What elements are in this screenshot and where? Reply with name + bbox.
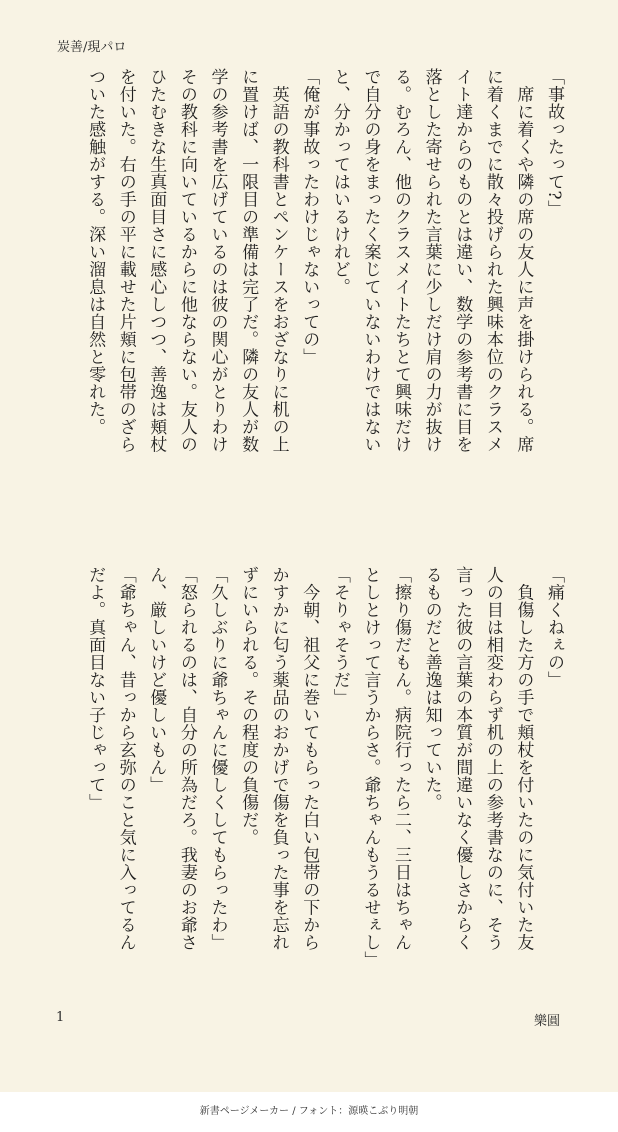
text-line: 「怒られるのは、自分の所為だろ。我妻のお爺さ: [176, 566, 197, 951]
text-line: だよ。真面目ない子じゃって」: [85, 566, 106, 811]
text-line: ひたむきな生真面目さに感心しつつ、善逸は頬杖: [146, 68, 167, 453]
text-line: 「久しぶりに爺ちゃんに優しくしてもらったわ」: [207, 566, 228, 951]
text-line: る。むろん、他のクラスメイトたちとて興味だけ: [391, 68, 412, 453]
text-line: 「事故ったって?」: [544, 68, 564, 218]
text-line: 言った彼の言葉の本質が間違いなく優しさからく: [452, 566, 473, 951]
text-block-lower: [82, 566, 567, 1006]
text-line: 人の目は相変わらず机の上の参考書なのに、そう: [482, 566, 503, 951]
text-line: で自分の身をまったく案じていないわけではない: [360, 68, 381, 453]
text-line: 席に着くや隣の席の友人に声を掛けられる。席: [513, 68, 534, 453]
footer-credit: 新書ページメーカー / フォント：源暎こぶり明朝: [0, 1092, 618, 1132]
text-line: イト達からのものとは違い、数学の参考書に目を: [452, 68, 473, 453]
text-line: るものだと善逸は知っていた。: [421, 566, 442, 811]
text-line: を付いた。右の手の平に載せた片頬に包帯のざら: [115, 68, 136, 453]
text-line: 落とした寄せられた言葉に少しだけ肩の力が抜け: [421, 68, 442, 453]
text-line: 「爺ちゃん、昔っから玄弥のこと気に入ってるん: [115, 566, 136, 951]
text-line: 学の参考書を広げているのは彼の関心がとりわけ: [207, 68, 228, 453]
text-line: 「擦り傷だもん。病院行ったら二、三日はちゃん: [391, 566, 412, 951]
running-header: 炭善/現パロ: [57, 40, 127, 55]
text-block-upper: [82, 68, 567, 508]
page-number: 1: [56, 1010, 65, 1025]
text-line: 英語の教科書とペンケースをおざなりに机の上: [268, 68, 289, 453]
text-line: と、分かってはいるけれど。: [329, 68, 350, 296]
text-line: ずにいられる。その程度の負傷だ。: [238, 566, 259, 846]
text-line: 「痛くねぇの」: [544, 566, 564, 689]
text-line: 「そりゃそうだ」: [329, 566, 350, 706]
text-line: ん、厳しいけど優しいもん」: [146, 566, 167, 794]
publisher-label: 樂圓: [533, 1014, 560, 1029]
text-line: ついた感触がする。深い溜息は自然と零れた。: [85, 68, 106, 436]
text-line: に着くまでに散々投げられた興味本位のクラスメ: [482, 68, 503, 453]
text-line: としとけって言うからさ。爺ちゃんもうるせぇし」: [360, 566, 381, 969]
text-line: 今朝、祖父に巻いてもらった白い包帯の下から: [299, 566, 320, 951]
text-line: その教科に向いているからに他ならない。友人の: [176, 68, 197, 453]
text-line: 負傷した方の手で頬杖を付いたのに気付いた友: [513, 566, 534, 951]
text-line: 「俺が事故ったわけじゃないっての」: [299, 68, 320, 366]
text-line: かすかに匂う薬品のおかげで傷を負った事を忘れ: [268, 566, 289, 951]
text-line: に置けば、一限目の準備は完了だ。隣の友人が数: [238, 68, 259, 453]
